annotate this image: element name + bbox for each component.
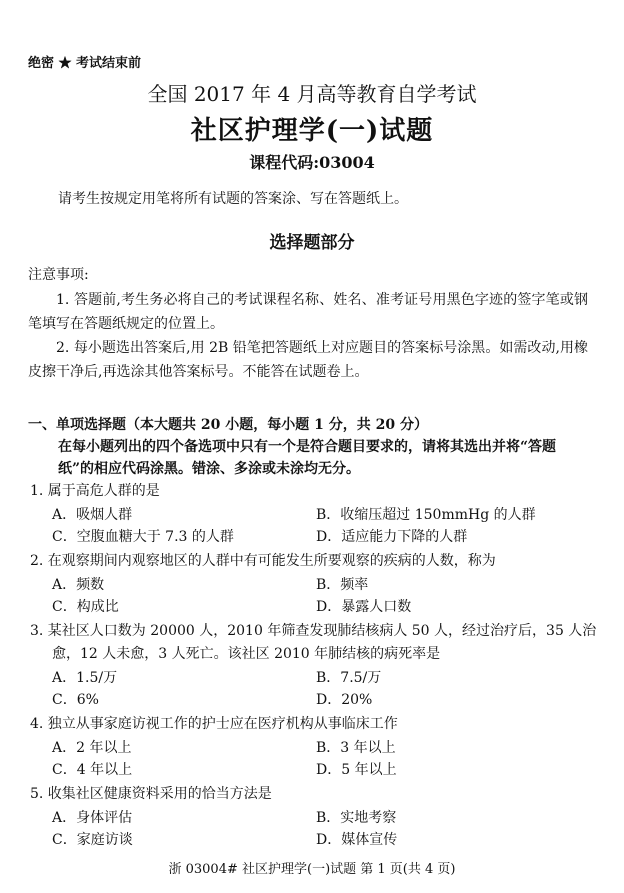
q5-option-d: D．媒体宣传 [316,832,398,848]
q2-option-c: C．构成比 [52,599,119,615]
answer-instruction: 请考生按规定用笔将所有试题的答案涂、写在答题纸上。 [58,191,408,207]
question-3-line-2: 愈，12 人未愈，3 人死亡。该社区 2010 年肺结核的病死率是 [52,646,441,662]
part-heading: 一、单项选择题（本大题共 20 小题，每小题 1 分，共 20 分） [28,417,428,433]
question-5: 5. 收集社区健康资料采用的恰当方法是 [30,786,272,802]
confidential-notice: 绝密 ★ 考试结束前 [28,56,142,71]
q5-option-c: C．家庭访谈 [52,832,133,848]
q1-option-a: A．吸烟人群 [52,507,133,523]
question-2: 2. 在观察期间内观察地区的人群中有可能发生所要观察的疾病的人数，称为 [30,553,496,569]
q1-option-d: D．适应能力下降的人群 [316,529,468,545]
attention-item-1: 1. 答题前,考生务必将自己的考试课程名称、姓名、准考证号用黑色字迹的签字笔或钢笔填写在答题纸规定的位置上。 [28,292,588,332]
q4-option-b: B．3 年以上 [316,740,396,756]
q3-option-b: B．7.5/万 [316,670,382,686]
q4-option-d: D．5 年以上 [316,762,397,778]
q2-option-a: A．频数 [52,577,105,593]
part-instruction: 在每小题列出的四个备选项中只有一个是符合题目要求的，请将其选出并将“答题纸”的相应代码涂黑。错涂、多涂或未涂均无分。 [58,439,557,477]
q5-option-b: B．实地考察 [316,810,397,826]
q3-option-a: A．1.5/万 [52,670,118,686]
q1-option-c: C．空腹血糖大于 7.3 的人群 [52,529,234,545]
section-heading: 选择题部分 [269,233,355,253]
q3-option-c: C．6% [52,692,99,708]
q4-option-a: A．2 年以上 [52,740,132,756]
subject-title: 社区护理学(一)试题 [190,116,434,146]
question-1: 1. 属于高危人群的是 [30,483,160,499]
q4-option-c: C．4 年以上 [52,762,133,778]
course-code: 课程代码:03004 [249,153,375,172]
question-3-line-1: 3. 某社区人口数为 20000 人，2010 年筛查发现肺结核病人 50 人，经过治疗后，35 人治 [30,623,597,639]
attention-item-2: 2. 每小题选出答案后,用 2B 铅笔把答题纸上对应题目的答案标号涂黑。如需改动,用橡皮擦干净后,再选涂其他答案标号。不能答在试题卷上。 [28,340,588,380]
q1-option-b: B．收缩压超过 150mmHg 的人群 [316,507,536,523]
question-4: 4. 独立从事家庭访视工作的护士应在医疗机构从事临床工作 [30,716,398,732]
exam-title: 全国 2017 年 4 月高等教育自学考试 [147,82,477,106]
q2-option-b: B．频率 [316,577,369,593]
q5-option-a: A．身体评估 [52,810,133,826]
page-footer: 浙 03004# 社区护理学(一)试题 第 1 页(共 4 页) [168,862,456,877]
q3-option-d: D．20% [316,692,373,708]
attention-label: 注意事项: [28,267,89,283]
q2-option-d: D．暴露人口数 [316,599,412,615]
